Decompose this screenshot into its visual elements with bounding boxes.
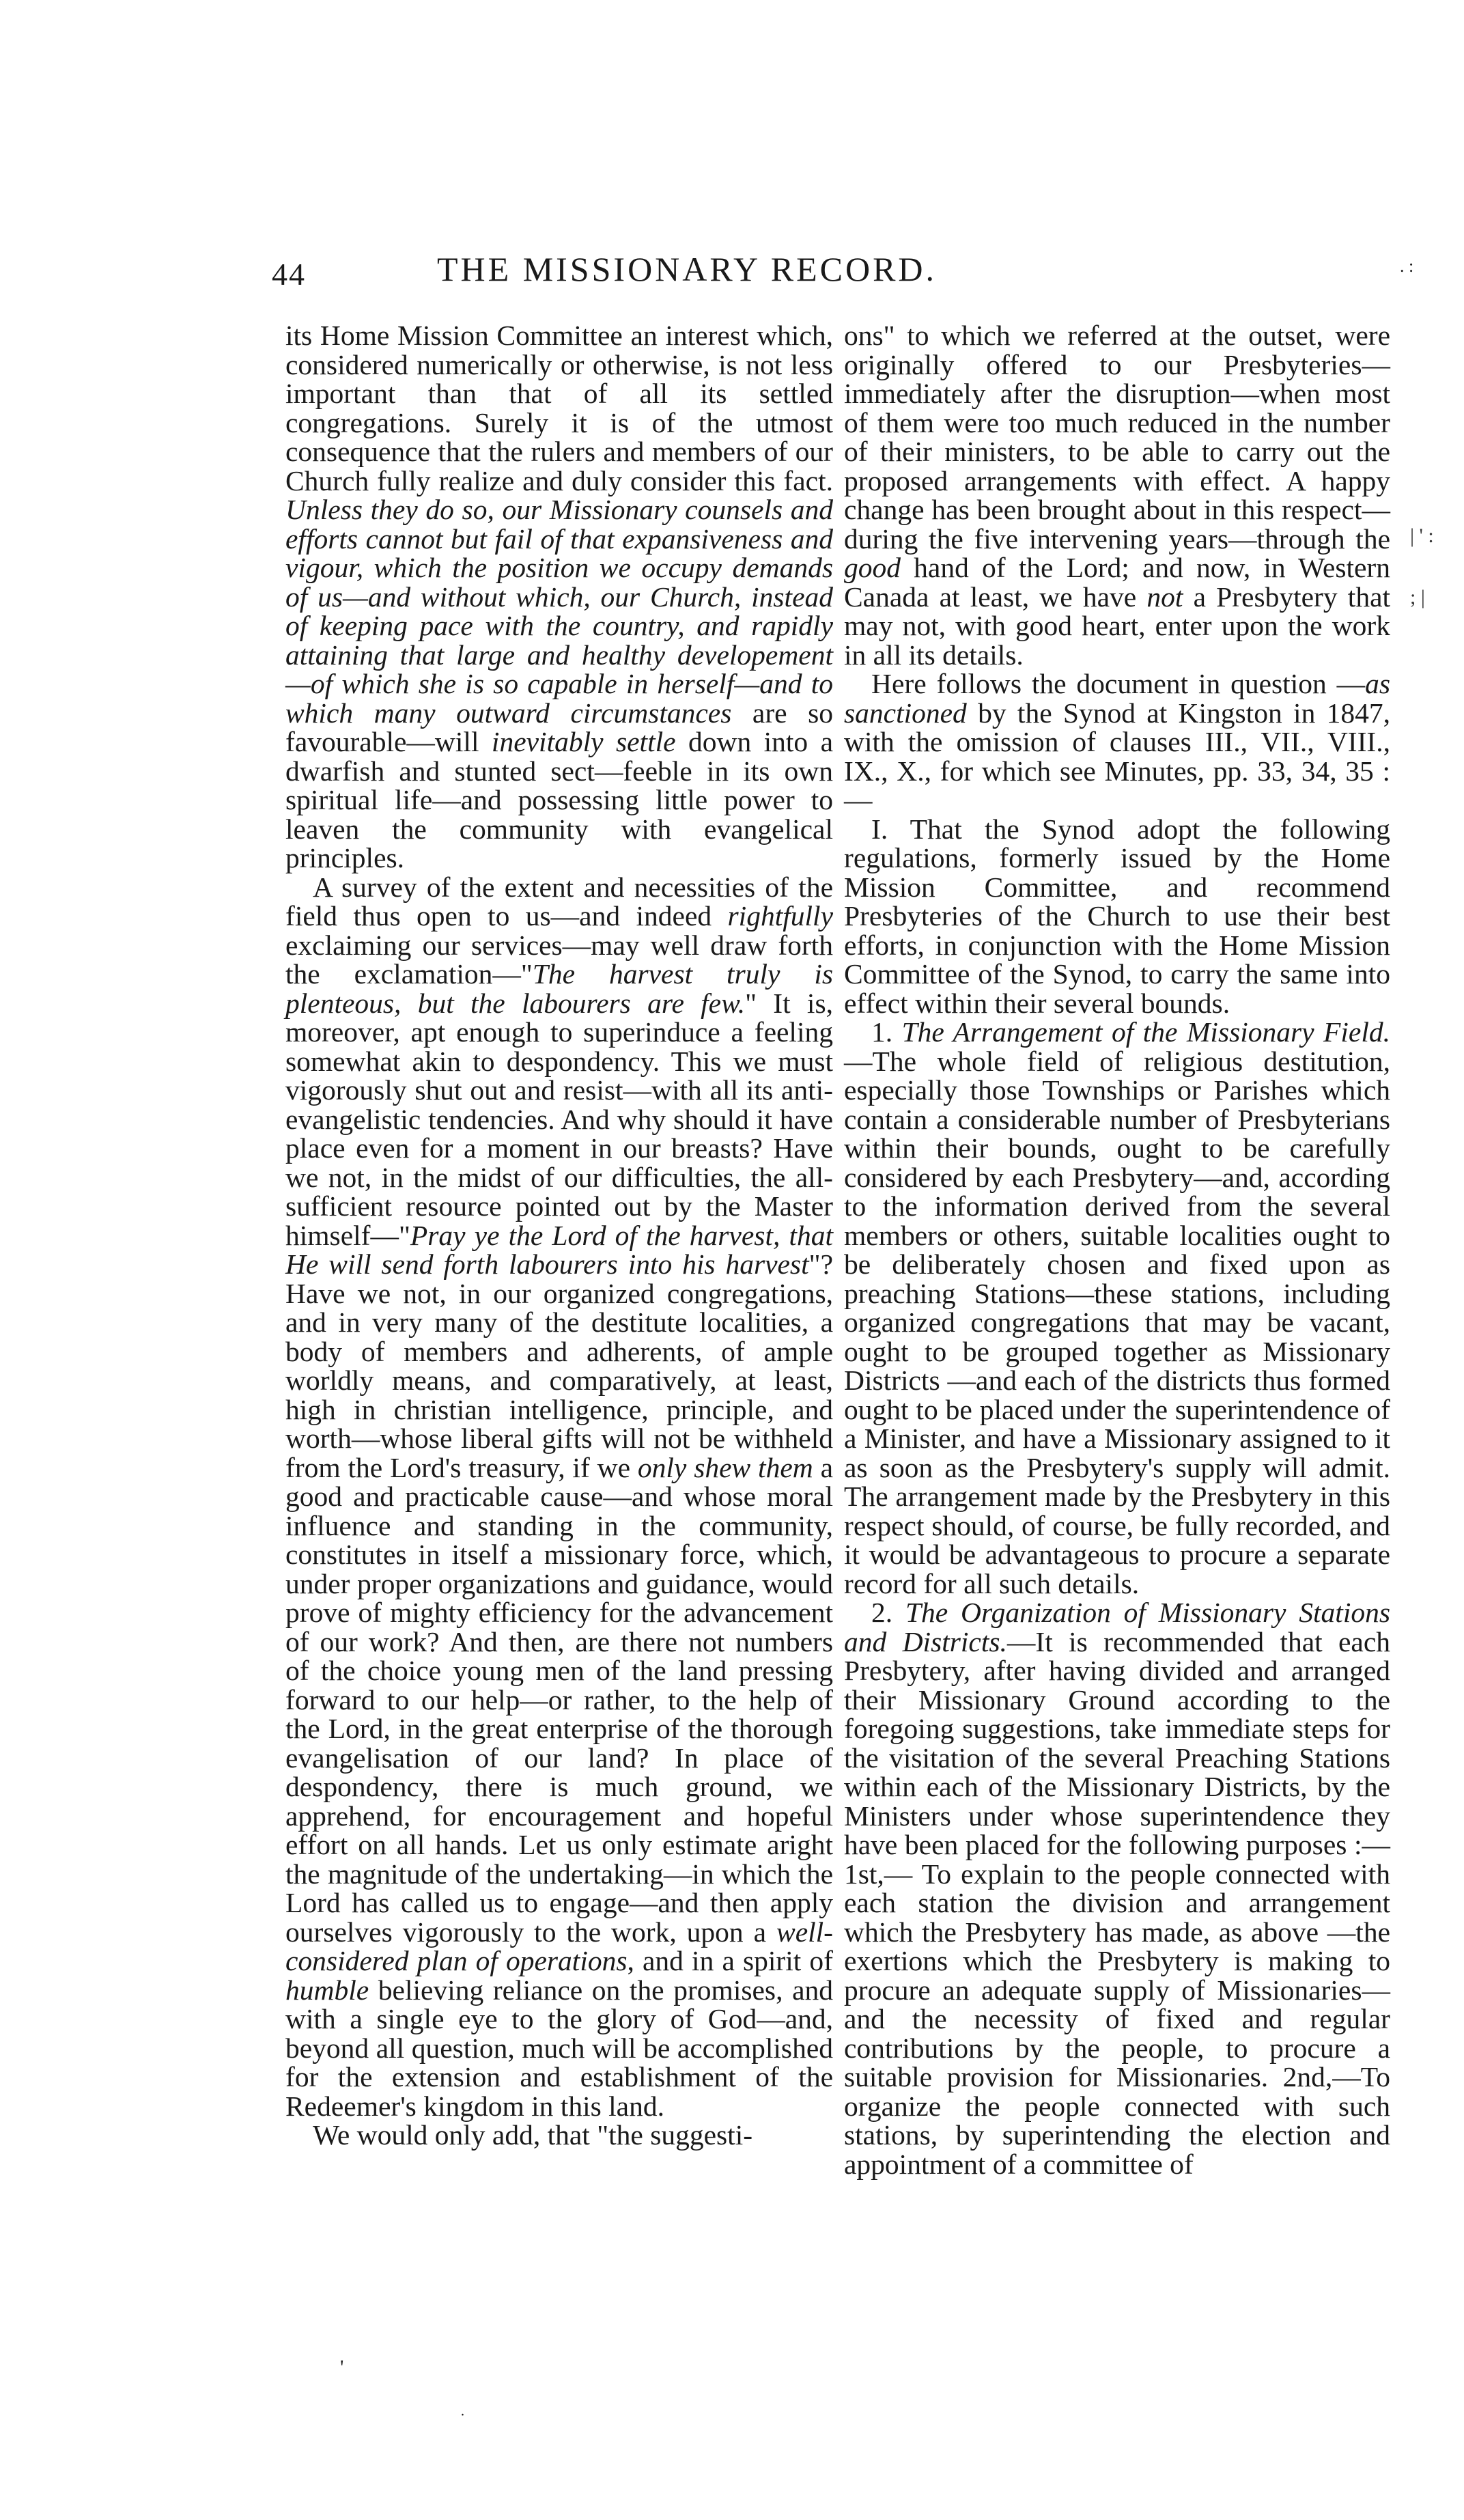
text-run: believing reliance on the promises, and with a single eye to the glory of God—and, beyond all question, much will be accomplished for the extension and establishment of the Redeemer's kingdom in this land. — [285, 1974, 833, 2122]
corner-mark: . : — [1400, 256, 1414, 276]
italic-run: Unless they do so, our Missionary counsels and efforts cannot but fail of that expansiveness and vigour, which the position we occupy demands of us—and without which, our Church, instead of keeping pace with the country, and rapidly attaining that large and healthy developement —of which she is so capable in herself—and to which many outward — [285, 494, 833, 729]
margin-edge-marks: | ' : ; | — [1410, 524, 1434, 608]
section-number: 2. — [871, 1597, 893, 1628]
bottom-dot: . — [461, 2404, 464, 2419]
text-run: hand of the Lord; and now, in Western Canada at least, we have — [844, 552, 1390, 613]
section-heading: The Arrangement of the Missionary Field. — [901, 1016, 1390, 1048]
italic-run: good — [844, 552, 901, 583]
text-run: ons" to which we referred at the outset, were originally offered to our Presbyteries—immediately after the disruption—when most of them were too much reduced in the number of their ministers, to be able to carry out the proposed arrangements with effect. A happy change has been brought about in this respect—during the five intervening years—through the — [844, 320, 1390, 555]
section-number: 1. — [871, 1016, 893, 1048]
italic-run: Pray ye the Lord of the harvest, that He will send forth labourers into his harvest — [285, 1219, 833, 1280]
text-run: "? Have we not, in our organized congregations, and in very many of the destitute localities, a body of members and adherents, of ample worldly means, and comparatively, at least, high in christian intelligence, principle, and worth—whose liberal gifts will not be withheld from the Lord's treasury, if we — [285, 1248, 833, 1483]
text-run: —It is recommended that each Presbytery, after having divided and arranged their Missionary Ground according to the foregoing suggestions, take immediate steps for the visitation of the several Preaching Stations within each of the Missionary Districts, by the Ministers under whose superintendence they have been placed for the following purposes :—1st,— To explain to the people connected with each station the division and arrangement which the Presbytery has made, as above —the exertions which the Presbytery is making to procure an adequate supply of Missionaries—and the necessity of fixed and regular contributions by the people, to procure a suitable provision for Missionaries. 2nd,—To organize the people connected with such stations, by superintending the election and appointment of a committee of — [844, 1625, 1390, 2180]
text-run: exclaiming our services—may well draw forth the exclamation—" — [285, 929, 833, 990]
section-heading: The Organization of Missionary Stations and Districts. — [844, 1597, 1391, 1657]
text-run: a good and practicable cause—and whose moral influence and standing in the community, constitutes in itself a missionary force, which, under proper organizations and guidance, would prove of mighty efficiency for the advancement of our work? And then, are there not numbers of the choice young men of the land pressing forward to our help—or rather, to the help of the Lord, in the great enterprise of the thorough evangelisation of our land? In place of despondency, there is much ground, we apprehend, for encouragement and hopeful effort on all hands. Let us only estimate aright the magnitude of the undertaking—in which the Lord has called us to engage—and then apply ourselves vigorously to the work, upon a — [285, 1451, 834, 1948]
text-run: , and in a spirit of — [627, 1945, 834, 1976]
running-head-title: THE MISSIONARY RECORD. — [437, 250, 938, 288]
italic-run: as sanctioned — [844, 668, 1390, 729]
right-paragraph-1 — [844, 321, 1390, 669]
left-paragraph-1 — [285, 321, 833, 873]
right-column — [844, 321, 1390, 2179]
text-run: a Presbytery that may not, with good heart, enter upon the work in all its details. — [844, 580, 1391, 671]
right-paragraph-3 — [844, 815, 1390, 1018]
text-run: are so favourable—will — [285, 697, 834, 757]
text-run: —The whole field of religious destitution, especially those Townships or Parishes which contain a considerable number of Presbyterians within their bounds, ought to be carefully considered by each Presbytery—and, according to the information derived from the several members or others, suitable localities ought to be deliberately chosen and fixed upon as preaching Stations—these stations, including organized congregations that may be vacant, ought to be grouped together as Missionary Districts —and each of the districts thus formed ought to be placed under the superintendence of a Minister, and have a Missionary assigned to it as soon as the Presbytery's supply will admit. The arrangement made by the Presbytery in this respect should, of course, be fully recorded, and it would be advantageous to procure a separate record for all such details. — [844, 1045, 1390, 1599]
page-number: 44 — [272, 257, 306, 292]
italic-run: circumstances — [570, 697, 732, 729]
text-run: its Home Mission Committee an interest which, considered numerically or otherwise, is not less important than that of all its settled congregations. Surely it is of the utmost consequence that the rulers and members of our Church fully realize and duly consider this fact. — [285, 320, 833, 496]
italic-run: not — [1146, 580, 1183, 613]
text-run: " It is, moreover, apt enough to superinduce a feeling somewhat akin to despondency. This we must vigorously shut out and resist—with all its anti-evangelistic tendencies. And why should it have place even for a moment in our breasts? Have we not, in the midst of our difficulties, the all-sufficient resource pointed out by the Master himself—" — [285, 987, 833, 1251]
italic-run: The harvest truly is plenteous, but the labourers are few. — [285, 958, 833, 1019]
text-run: A survey of the extent and necessities of the field thus open to us—and indeed — [285, 871, 833, 932]
bottom-mark: ' — [340, 2356, 344, 2379]
left-paragraph-2 — [285, 873, 833, 2121]
text-run: by the Synod at Kingston in 1847, with the omission of clauses III., VII., VIII., IX., X., for which see Minutes, pp. 33, 34, 35 :— — [844, 697, 1390, 815]
text-run: I. That the Synod adopt the following regulations, formerly issued by the Home Mission Committee, and recommend Presbyteries of the Church to use their best efforts, in conjunction with the Home Mission Committee of the Synod, to carry the same into effect within their several bounds. — [844, 813, 1390, 1019]
left-paragraph-3 — [285, 2120, 833, 2150]
italic-run: well-considered plan of operations — [285, 1916, 833, 1976]
italic-run: rightfully — [727, 900, 834, 932]
italic-run: only shew them — [637, 1451, 813, 1483]
text-run: We would only add, that "the suggesti- — [313, 2119, 753, 2151]
right-paragraph-4 — [844, 1018, 1390, 1598]
text-run: Here follows the document in question — — [871, 668, 1366, 699]
left-column — [285, 321, 833, 2150]
text-run: down into a dwarfish and stunted sect—feeble in its own spiritual life—and possessing little power to leaven the community with evangelical principles. — [285, 726, 833, 873]
right-paragraph-5 — [844, 1598, 1390, 2179]
italic-run: inevitably settle — [491, 726, 676, 757]
right-paragraph-2 — [844, 669, 1390, 815]
italic-run: humble — [285, 1974, 369, 2006]
